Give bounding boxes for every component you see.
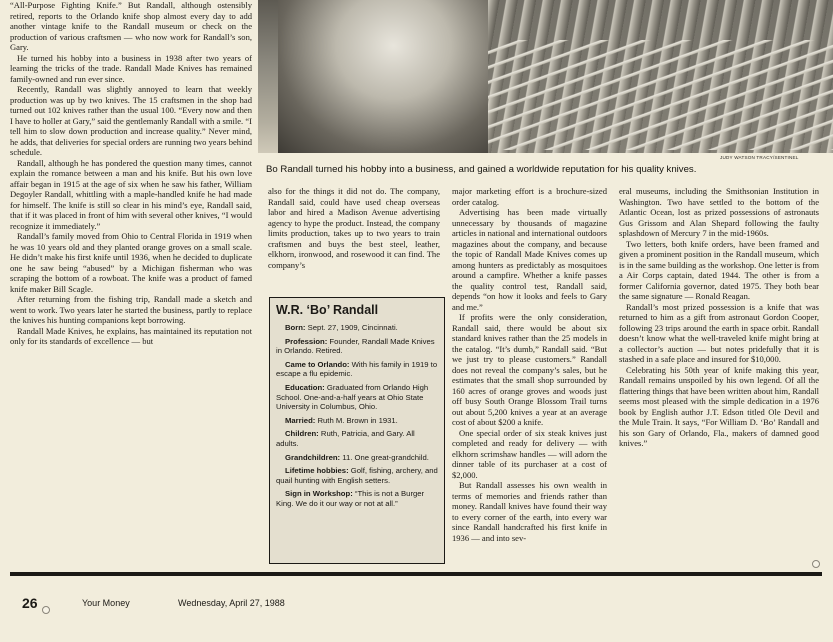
sidebar-entry [276, 429, 438, 448]
entry-text: Founder, Randall Made Knives in Orlando. Retired. [276, 336, 435, 356]
entry-label: Sign in Workshop: [285, 489, 353, 499]
paragraph: But Randall assesses his own wealth in terms of memories and friends rather than money. Randall knives have found their way to every corner of the earth, into every war since Randall handcrafted his first knife in 1936 — and into sev- [452, 480, 607, 543]
photo-subject [278, 0, 488, 153]
binder-hole-icon [42, 606, 50, 614]
knife-rows [488, 40, 833, 150]
paragraph: major marketing effort is a brochure-sized order catalog. [452, 186, 607, 207]
entry-label: Grandchildren: [285, 452, 341, 462]
photo-knife-maker [258, 0, 833, 153]
paragraph: If profits were the only consideration, Randall said, there would be about six standard knives rather than the 25 models in the catalog. “It’s dumb,” Randall said. “But we just try to please customers.” Randall does not reveal the company’s sales, but he estimates that the small shop surrounded by 160 acres of orange groves and woods just off busy South Orange Blossom Trail turns out about 5,200 knives a year at an average cost of about $200 a knife. [452, 312, 607, 427]
entry-label: Born: [285, 323, 306, 332]
article-column-2 [268, 186, 440, 270]
entry-text: Graduated from Orlando High School. One-and-a-half years at Ohio State University in Columbus, Ohio. [276, 382, 429, 412]
article-column-3 [452, 186, 607, 543]
article-column-4 [619, 186, 819, 449]
entry-label: Married: [285, 415, 316, 425]
entry-label: Education: [285, 382, 325, 392]
binder-hole-icon [812, 560, 820, 568]
paragraph: One special order of six steak knives just completed and ready for delivery — with elkhorn scrimshaw handles — will adorn the dinner table of its purchaser at a cost of $2,000. [452, 427, 607, 480]
paragraph: Randall’s most prized possession is a knife that was returned to him as a gift from astronaut Gordon Cooper, following 23 trips around the earth in space orbit. Randall doesn’t know what the well-traveled knife might bring at a collector’s auction — but notes pridefully that it is stashed in a safe place and insured for $10,000. [619, 301, 819, 364]
paragraph: Randall, although he has pondered the question many times, cannot explain the romance between a man and his knife. But his own love affair began in 1915 at the age of six when he saw his father, William Degoyler Randall, whittling with a maple-handled knife he had made for himself. The knife is still so clear in his mind’s eye, Randall said, that if it was placed in front of him with several other knives, “I would recognize it immediately.” [10, 157, 252, 231]
page-number: 26 [22, 595, 38, 611]
publication-date: Wednesday, April 27, 1988 [178, 598, 285, 608]
paragraph: also for the things it did not do. The company, Randall said, could have used cheap overseas labor and hired a Madison Avenue advertising agency to hype the product. Instead, the company limits production, takes up to two years to train craftsmen and buys the best steel, leather, elkhorn, ironwood, and rosewood it can find. The company’s [268, 186, 440, 270]
biography-sidebar [269, 297, 445, 564]
entry-text: With his family in 1919 to escape a flu epidemic. [276, 359, 438, 379]
sidebar-entry [276, 337, 438, 356]
entry-label: Children: [285, 429, 319, 439]
section-name: Your Money [82, 598, 130, 608]
paragraph: Two letters, both knife orders, have been framed and given a prominent position in the Randall museum, which is in the same building as the workshop. One letter is from a Air Corps captain, dated 1944. The other is from a former California governor, dated 1975. They both bear the same signature — Ronald Reagan. [619, 238, 819, 301]
sidebar-entry [276, 466, 438, 485]
sidebar-entry [276, 416, 438, 426]
entry-text: Ruth, Patricia, and Gary. All adults. [276, 429, 415, 448]
sidebar-entry [276, 489, 438, 508]
paragraph: “All-Purpose Fighting Knife.” But Randall, although ostensibly retired, reports to the Orlando knife shop almost every day to add another vintage knife to the Randall museum or check on the production of various craftsmen — who now work for Randall’s son, Gary. [10, 0, 252, 52]
photo-credit: JUDY WATSON TRACY/SENTINEL [720, 155, 799, 160]
sidebar-entry [276, 360, 438, 379]
paragraph: Advertising has been made virtually unnecessary by thousands of magazine articles in national and international outdoors magazines about the company, and because the topic of Randall Made Knives comes up among hunters as predictably as mosquitoes around a campfire. Whether a knife passes the quality control test, Randall said, depends “on how it looks and feels to Gary and me.” [452, 207, 607, 312]
sidebar-title: W.R. ‘Bo’ Randall [276, 303, 379, 317]
paragraph: Randall Made Knives, he explains, has maintained its reputation not only for its standards of excellence — but [10, 325, 252, 346]
sidebar-entry [276, 383, 438, 412]
entry-label: Lifetime hobbies: [285, 466, 349, 476]
photo-caption: Bo Randall turned his hobby into a business, and gained a worldwide reputation for his quality knives. [266, 164, 697, 175]
sidebar-entry [276, 453, 438, 463]
paragraph: eral museums, including the Smithsonian Institution in Washington. Two have settled to the bottom of the Atlantic Ocean, lost as prized possessions of astronauts Gus Grissom and Alan Shepard following the faulty splashdown of Mercury 7 in the mid-1960s. [619, 186, 819, 238]
paragraph: Recently, Randall was slightly annoyed to learn that weekly production was up by two knives. The 15 craftsmen in the shop had turned out 102 knives rather than the usual 100. “Every now and then I have to holler at Gary,” said the gentlemanly Randall with a smile. “I tell him to slow down production and increase quality.” Never mind, he adds, that deliveries for special orders are running two years behind schedule. [10, 84, 252, 157]
entry-text: Golf, fishing, archery, and quail hunting with English setters. [276, 466, 438, 485]
entry-text: Ruth M. Brown in 1931. [315, 415, 398, 425]
paragraph: Celebrating his 50th year of knife making this year, Randall remains unspoiled by his own legend. Of all the flattering things that have been written about him, Randall seems most pleased with the simple dedication in a 1976 book by English author J.T. Edson titled Ole Devil and the Mule Train. It says, “For William D. ‘Bo’ Randall and his son Gary of Orlando, Fla., makers of damned good knives.” [619, 364, 819, 448]
article-column-1 [10, 0, 252, 347]
sidebar-entry [276, 323, 438, 333]
entry-text: Sept. 27, 1909, Cincinnati. [305, 323, 398, 332]
entry-label: Came to Orlando: [285, 359, 350, 369]
entry-label: Profession: [285, 336, 328, 346]
paragraph: He turned his hobby into a business in 1938 after two years of learning the tricks of the trade. Randall Made Knives has remained family-owned and run ever since. [10, 52, 252, 84]
paragraph: After returning from the fishing trip, Randall made a sketch and went to work. Two years later he started the business, partly to replace the knives his hunting companions kept borrowing. [10, 294, 252, 325]
entry-text: 11. One great-grandchild. [340, 452, 429, 462]
footer-rule [10, 572, 822, 576]
entry-text: “This is not a Burger King. We do it our way or not at all.” [276, 489, 425, 508]
paragraph: Randall’s family moved from Ohio to Central Florida in 1919 when he was 10 years old and they planted orange groves on a small scale. He didn’t make his first knife until 1936, when he decided to duplicate one he saw being “abused” by a Michigan fisherman who was scraping the bottom of a rowboat. The knife was a product of famed knife maker Bill Scagle. [10, 231, 252, 294]
